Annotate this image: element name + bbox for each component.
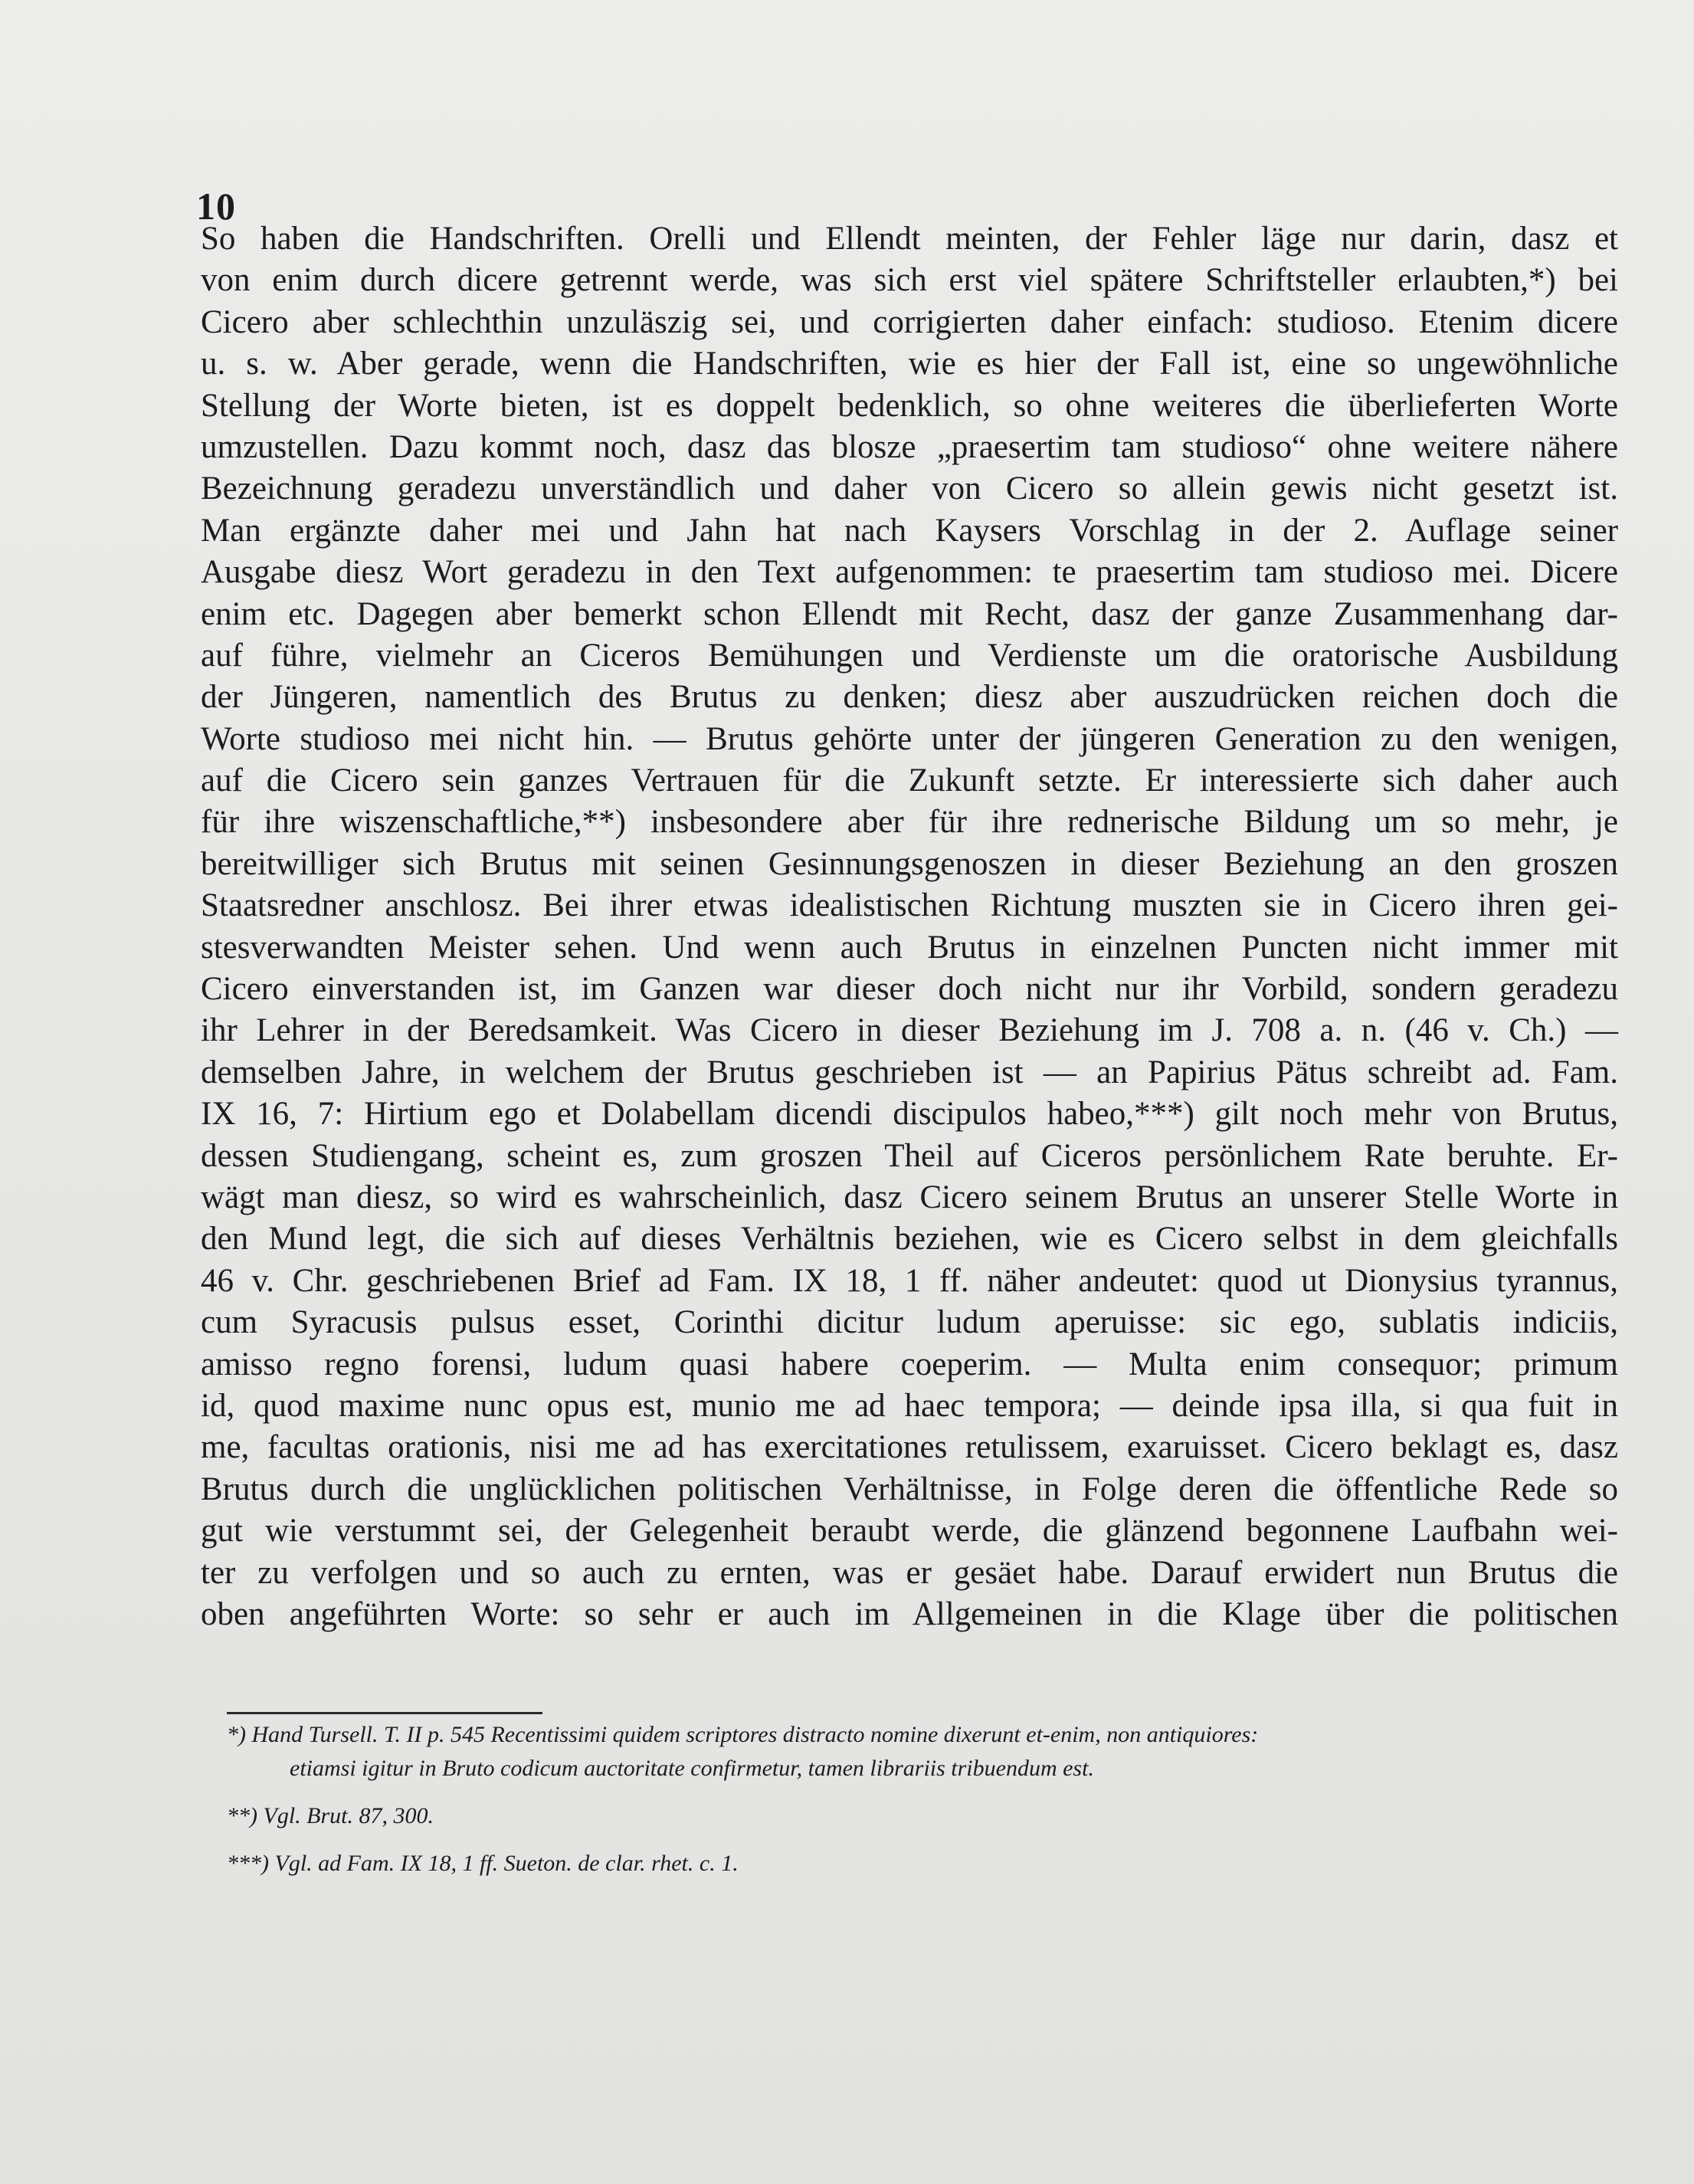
text-line: 46 v. Chr. geschriebenen Brief ad Fam. IX 18, 1 ff. näher andeutet: quod ut Dionysius tyrannus, xyxy=(201,1262,1618,1299)
text-line: auf die Cicero sein ganzes Vertrauen für die Zukunft setzte. Er interessierte sich daher auch xyxy=(201,762,1618,799)
footnote: *) Hand Tursell. T. II p. 545 Recentissimi quidem scriptores distracto nomine dixerunt et-enim, non antiquiores: xyxy=(227,1722,1259,1747)
text-line: enim etc. Dagegen aber bemerkt schon Ellendt mit Recht, dasz der ganze Zusammenhang dar- xyxy=(201,595,1618,632)
text-line: den Mund legt, die sich auf dieses Verhältnis beziehen, wie es Cicero selbst in dem gleichfalls xyxy=(201,1221,1618,1258)
text-line: Ausgabe diesz Wort geradezu in den Text aufgenommen: te praesertim tam studioso mei. Dicere xyxy=(201,554,1618,591)
text-line: bereitwilliger sich Brutus mit seinen Gesinnungsgenoszen in dieser Beziehung an den groszen xyxy=(201,845,1618,882)
text-line: Worte studioso mei nicht hin. — Brutus gehörte unter der jüngeren Generation zu den wenigen, xyxy=(201,720,1618,757)
text-line: von enim durch dicere getrennt werde, was sich erst viel spätere Schriftsteller erlaubten,*) bei xyxy=(201,262,1618,299)
text-line: amisso regno forensi, ludum quasi habere coeperim. — Multa enim consequor; primum xyxy=(201,1346,1618,1382)
text-line: für ihre wiszenschaftliche,**) insbesondere aber für ihre rednerische Bildung um so mehr, je xyxy=(201,804,1618,841)
text-line: u. s. w. Aber gerade, wenn die Handschriften, wie es hier der Fall ist, eine so ungewöhnliche xyxy=(201,346,1618,382)
text-line: Staatsredner anschlosz. Bei ihrer etwas idealistischen Richtung muszten sie in Cicero ihren gei- xyxy=(201,887,1618,924)
text-line: Man ergänzte daher mei und Jahn hat nach Kaysers Vorschlag in der 2. Auflage seiner xyxy=(201,512,1618,549)
text-line: demselben Jahre, in welchem der Brutus geschrieben ist — an Papirius Pätus schreibt ad. Fam. xyxy=(201,1054,1618,1090)
page-number: 10 xyxy=(196,185,236,228)
text-line: auf führe, vielmehr an Ciceros Bemühungen und Verdienste um die oratorische Ausbildung xyxy=(201,637,1618,674)
text-line: cum Syracusis pulsus esset, Corinthi dicitur ludum aperuisse: sic ego, sublatis indiciis, xyxy=(201,1304,1618,1341)
footnote: **) Vgl. Brut. 87, 300. xyxy=(227,1803,434,1828)
text-line: stesverwandten Meister sehen. Und wenn auch Brutus in einzelnen Puncten nicht immer mit xyxy=(201,929,1618,966)
text-line: Bezeichnung geradezu unverständlich und daher von Cicero so allein gewis nicht gesetzt ist. xyxy=(201,471,1618,507)
text-line: So haben die Handschriften. Orelli und Ellendt meinten, der Fehler läge nur darin, dasz et xyxy=(201,221,1618,257)
text-line: Cicero einverstanden ist, im Ganzen war dieser doch nicht nur ihr Vorbild, sondern geradezu xyxy=(201,971,1618,1008)
text-line: IX 16, 7: Hirtium ego et Dolabellam dicendi discipulos habeo,***) gilt noch mehr von Brutus, xyxy=(201,1096,1618,1133)
text-line: Brutus durch die unglücklichen politischen Verhältnisse, in Folge deren die öffentliche Rede so xyxy=(201,1471,1618,1507)
text-line: Stellung der Worte bieten, ist es doppelt bedenklich, so ohne weiteres die überlieferten Worte xyxy=(201,387,1618,424)
text-line: wägt man diesz, so wird es wahrscheinlich, dasz Cicero seinem Brutus an unserer Stelle Worte in xyxy=(201,1179,1618,1215)
text-line: der Jüngeren, namentlich des Brutus zu denken; diesz aber auszudrücken reichen doch die xyxy=(201,679,1618,716)
text-line: id, quod maxime nunc opus est, munio me ad haec tempora; — deinde ipsa illa, si qua fuit in xyxy=(201,1387,1618,1424)
text-line: gut wie verstummt sei, der Gelegenheit beraubt werde, die glänzend begonnene Laufbahn wei- xyxy=(201,1513,1618,1549)
footnote: ***) Vgl. ad Fam. IX 18, 1 ff. Sueton. de clar. rhet. c. 1. xyxy=(227,1851,739,1876)
body-text xyxy=(201,218,1618,1635)
text-line: umzustellen. Dazu kommt noch, dasz das blosze „praesertim tam studioso“ ohne weitere nähere xyxy=(201,428,1618,465)
footnote-continuation: etiamsi igitur in Bruto codicum auctoritate confirmetur, tamen librariis tribuendum est. xyxy=(290,1756,1094,1781)
text-line: dessen Studiengang, scheint es, zum groszen Theil auf Ciceros persönlichem Rate beruhte. Er- xyxy=(201,1137,1618,1174)
footnote-separator xyxy=(227,1712,542,1714)
footnotes xyxy=(227,1718,1621,1881)
text-line: me, facultas orationis, nisi me ad has exercitationes retulissem, exaruisset. Cicero beklagt es, dasz xyxy=(201,1429,1618,1466)
text-line: oben angeführten Worte: so sehr er auch im Allgemeinen in die Klage über die politischen xyxy=(201,1595,1618,1632)
text-line: Cicero aber schlechthin unzuläszig sei, und corrigierten daher einfach: studioso. Etenim dicere xyxy=(201,303,1618,340)
text-line: ihr Lehrer in der Beredsamkeit. Was Cicero in dieser Beziehung im J. 708 a. n. (46 v. Ch.) — xyxy=(201,1012,1618,1049)
text-line: ter zu verfolgen und so auch zu ernten, was er gesäet habe. Darauf erwidert nun Brutus die xyxy=(201,1554,1618,1591)
